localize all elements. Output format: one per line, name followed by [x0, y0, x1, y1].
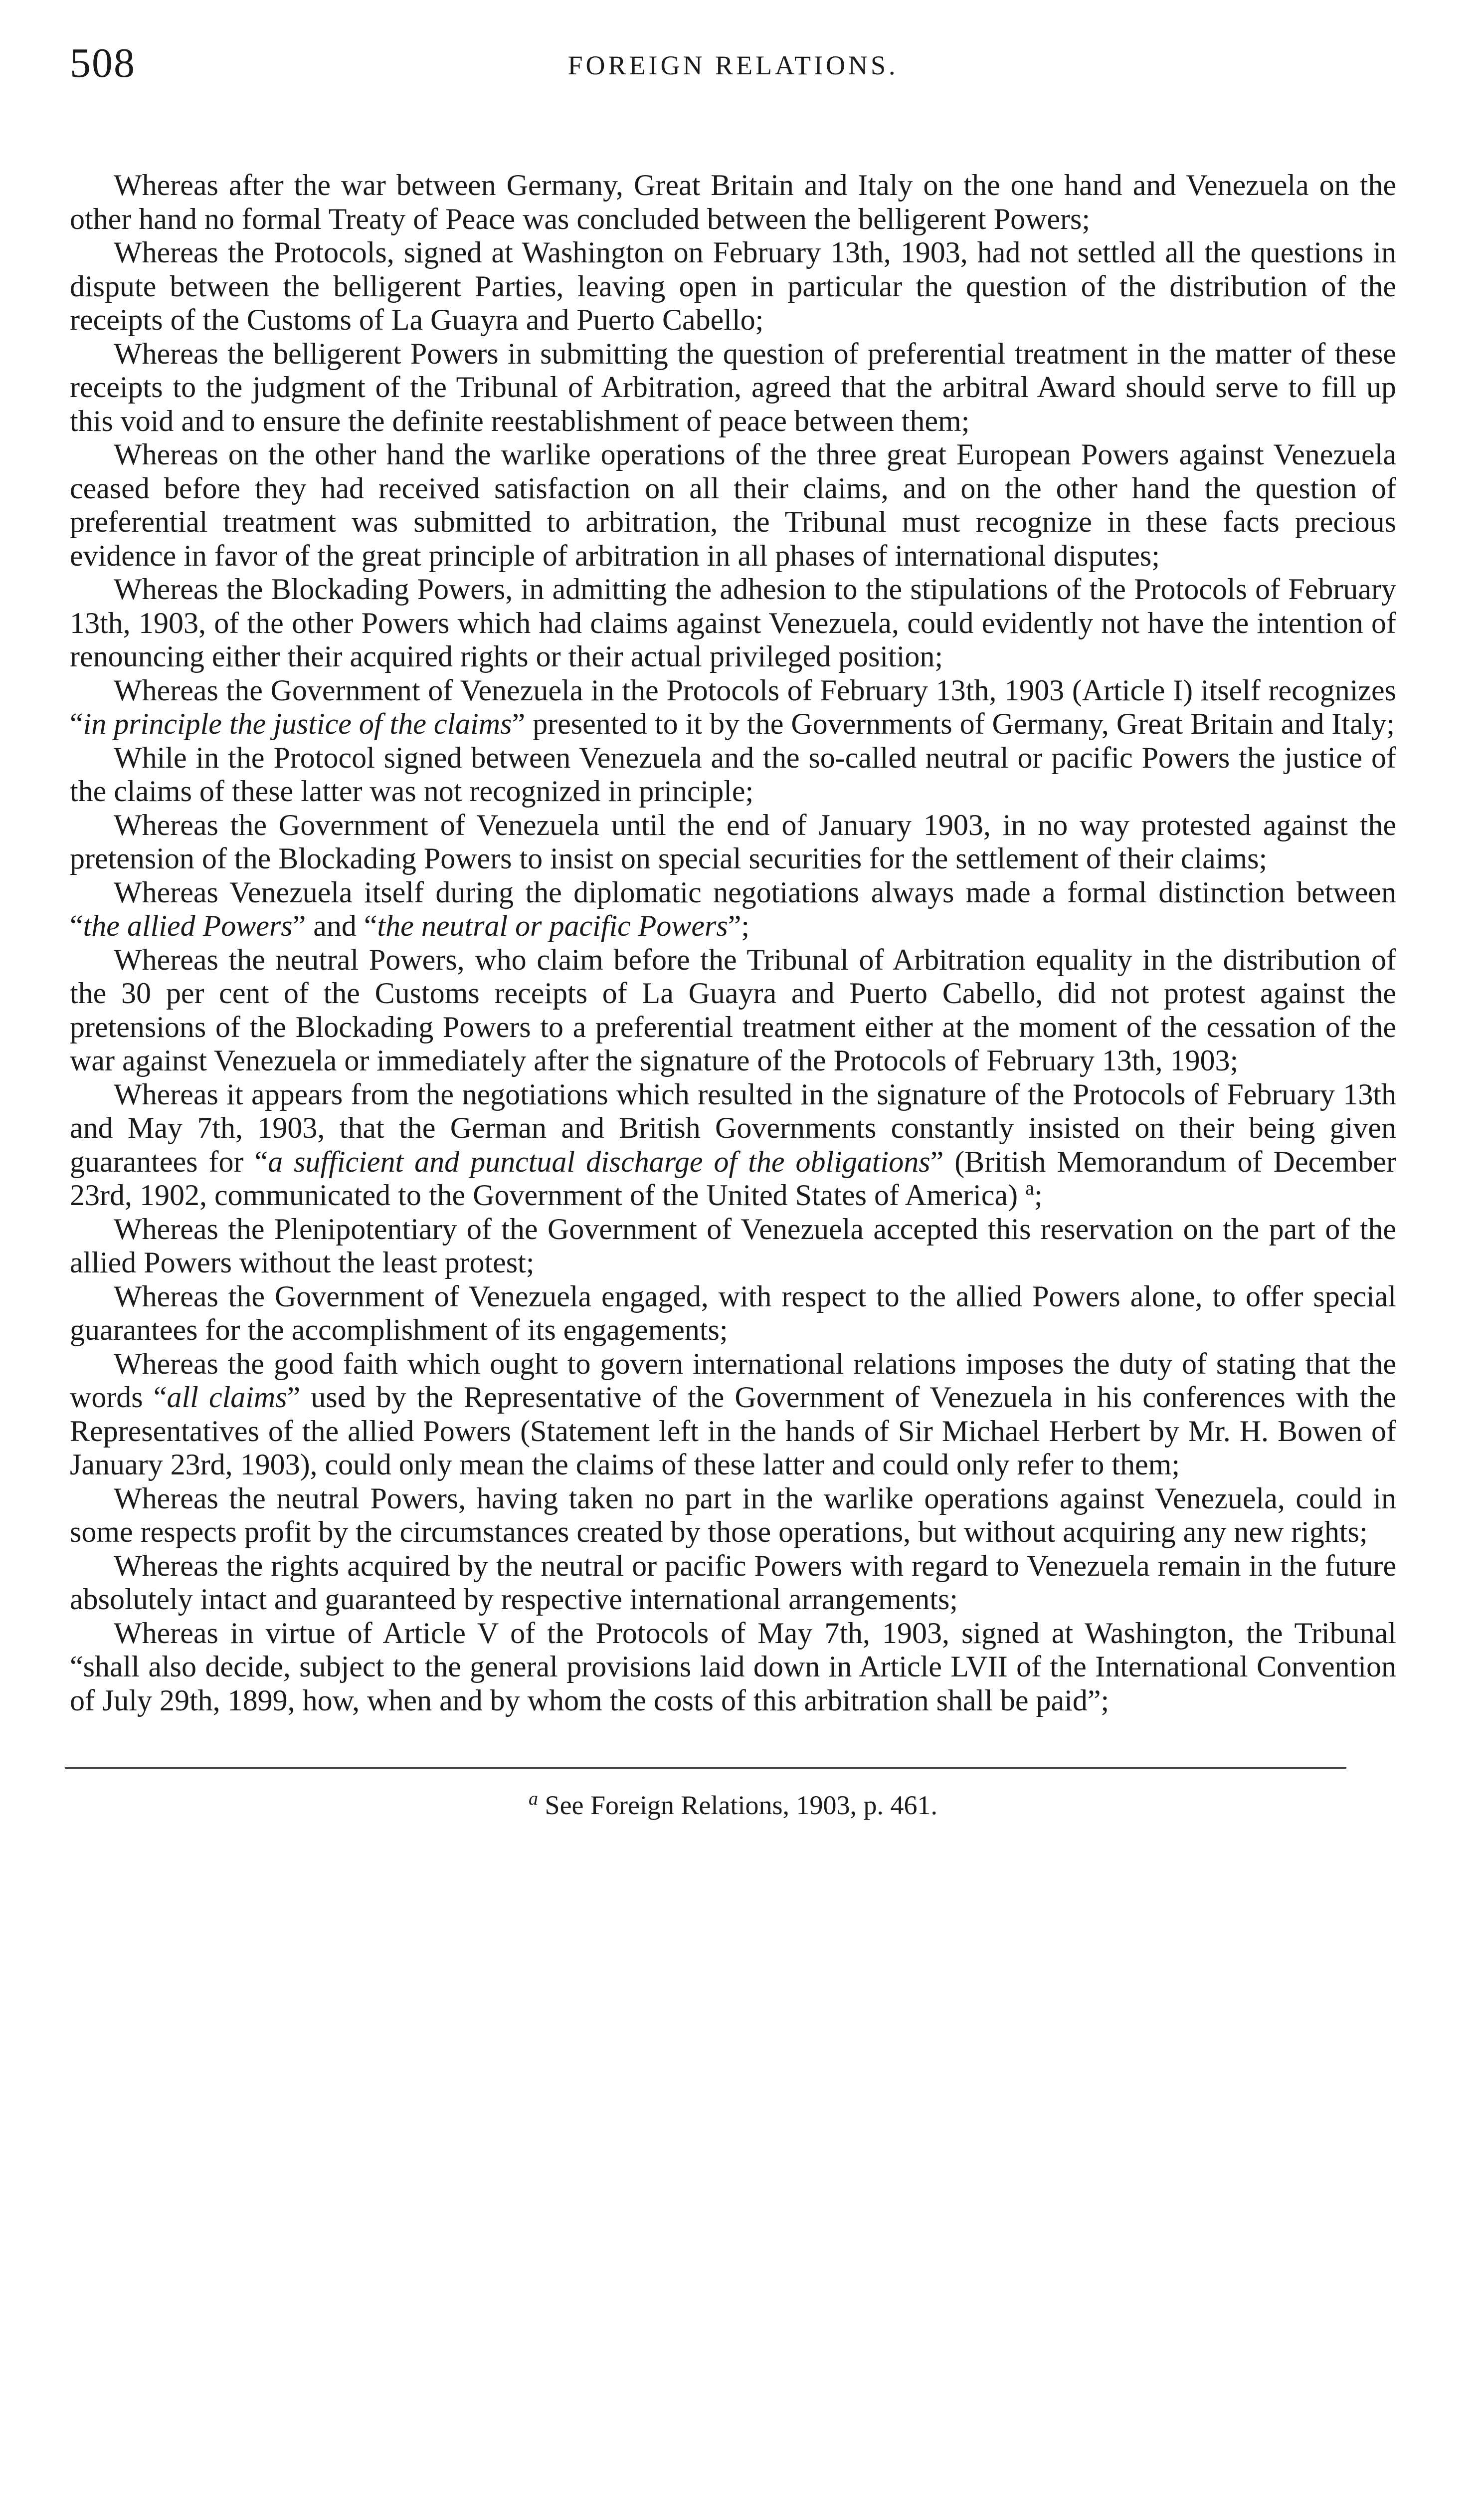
paragraph: [70, 169, 1396, 236]
text-run: Whereas it appears from the negotiations which resulted in the signature of the Protocols of February 13th and May 7th, 1903, that the German and British Governments constantly insisted on their being given guarantees for “: [70, 1077, 1396, 1178]
body-text: [70, 169, 1396, 1717]
paragraph: [70, 741, 1396, 809]
paragraph: [70, 1280, 1396, 1347]
text-run: Whereas the belligerent Powers in submitting the question of preferential treatment in the matter of these receipts to the judgment of the Tribunal of Arbitration, agreed that the arbitral Award should serve to fill up this void and to ensure the definite reestablishment of peace between them;: [70, 337, 1396, 437]
footnote-text: See Foreign Relations, 1903, p. 461.: [545, 1790, 937, 1820]
italic-quote: the allied Powers: [83, 909, 293, 942]
italic-quote: the neutral or pacific Powers: [377, 909, 728, 942]
running-head: FOREIGN RELATIONS.: [567, 50, 899, 80]
footnote-divider: [65, 1767, 1346, 1769]
text-run: Whereas in virtue of Article V of the Protocols of May 7th, 1903, signed at Washington, the Tribunal “shall also decide, subject to the general provisions laid down in Article LVII of the International Convention of July 29th, 1899, how, when and by whom the costs of this arbitration shall be paid”;: [70, 1616, 1396, 1717]
document-page: [70, 39, 1396, 1821]
paragraph: [70, 943, 1396, 1078]
paragraph: [70, 1347, 1396, 1482]
footnote: [70, 1788, 1396, 1821]
italic-quote: a sufficient and punctual discharge of the obligations: [268, 1145, 930, 1178]
text-run: ” presented to it by the Governments of Germany, Great Britain and Italy;: [512, 707, 1395, 740]
paragraph: [70, 573, 1396, 674]
paragraph: [70, 1549, 1396, 1617]
text-run: Whereas the Government of Venezuela until the end of January 1903, in no way protested against the pretension of the Blockading Powers to insist on special securities for the settlement of their claims;: [70, 808, 1396, 875]
paragraph: [70, 236, 1396, 337]
paragraph: [70, 1482, 1396, 1549]
text-run: While in the Protocol signed between Venezuela and the so-called neutral or pacific Powers the justice of the claims of these latter was not recognized in principle;: [70, 741, 1396, 808]
text-run: Whereas after the war between Germany, Great Britain and Italy on the one hand and Venezuela on the other hand no formal Treaty of Peace was concluded between the belligerent Powers;: [70, 169, 1396, 235]
paragraph: [70, 809, 1396, 876]
italic-quote: all claims: [167, 1381, 287, 1414]
footnote-reference: a: [1025, 1177, 1034, 1199]
page-number: 508: [70, 40, 136, 86]
footnote-marker: a: [529, 1788, 539, 1809]
text-run: Whereas the Plenipotentiary of the Government of Venezuela accepted this reservation on the part of the allied Powers without the least protest;: [70, 1212, 1396, 1279]
text-run: Whereas the neutral Powers, who claim before the Tribunal of Arbitration equality in the distribution of the 30 per cent of the Customs receipts of La Guayra and Puerto Cabello, did not protest against the pretensions of the Blockading Powers to a preferential treatment either at the moment of the cessation of the war against Venezuela or immediately after the signature of the Protocols of February 13th, 1903;: [70, 943, 1396, 1077]
text-run: Whereas on the other hand the warlike operations of the three great European Powers against Venezuela ceased before they had received satisfaction on all their claims, and on the other hand the question of preferential treatment was submitted to arbitration, the Tribunal must recognize in these facts precious evidence in favor of the great principle of arbitration in all phases of international disputes;: [70, 438, 1396, 572]
text-run: Whereas the Protocols, signed at Washington on February 13th, 1903, had not settled all the questions in dispute between the belligerent Parties, leaving open in particular the question of the distribution of the receipts of the Customs of La Guayra and Puerto Cabello;: [70, 236, 1396, 336]
text-run: Whereas the rights acquired by the neutral or pacific Powers with regard to Venezuela remain in the future absolutely intact and guaranteed by respective international arrangements;: [70, 1549, 1396, 1616]
text-run: Whereas the Government of Venezuela in the Protocols of February 13th, 1903 (Article I) itself recognizes “: [70, 673, 1396, 740]
text-run: Whereas the Blockading Powers, in admitting the adhesion to the stipulations of the Protocols of February 13th, 1903, of the other Powers which had claims against Venezuela, could evidently not have the intention of renouncing either their acquired rights or their actual privileged position;: [70, 573, 1396, 673]
text-run: Whereas the neutral Powers, having taken no part in the warlike operations against Venezuela, could in some respects profit by the circumstances created by those operations, but without acquiring any new rights;: [70, 1481, 1396, 1548]
text-run: ” and “: [292, 909, 377, 942]
paragraph: [70, 1213, 1396, 1280]
paragraph: [70, 1078, 1396, 1213]
italic-quote: in principle the justice of the claims: [83, 707, 512, 740]
paragraph: [70, 1617, 1396, 1718]
page-header: [70, 39, 1396, 94]
text-run: ” (British Memorandum of December 23rd, 1902, communicated to the Government of the United States of America): [70, 1145, 1396, 1212]
paragraph: [70, 876, 1396, 943]
text-run: ”;: [728, 909, 750, 942]
text-run: ” used by the Representative of the Government of Venezuela in his conferences with the Representatives of the allied Powers (Statement left in the hands of Sir Michael Herbert by Mr. H. Bowen of January 23rd, 1903), could only mean the claims of these latter and could only refer to them;: [70, 1381, 1396, 1481]
paragraph: [70, 337, 1396, 438]
paragraph: [70, 438, 1396, 573]
text-run: Whereas the Government of Venezuela engaged, with respect to the allied Powers alone, to offer special guarantees for the accomplishment of its engagements;: [70, 1279, 1396, 1346]
paragraph: [70, 674, 1396, 741]
text-run: ;: [1034, 1179, 1043, 1212]
text-run: Whereas the good faith which ought to govern international relations imposes the duty of stating that the words “: [70, 1347, 1396, 1414]
text-run: Whereas Venezuela itself during the diplomatic negotiations always made a formal distinction between “: [70, 875, 1396, 942]
